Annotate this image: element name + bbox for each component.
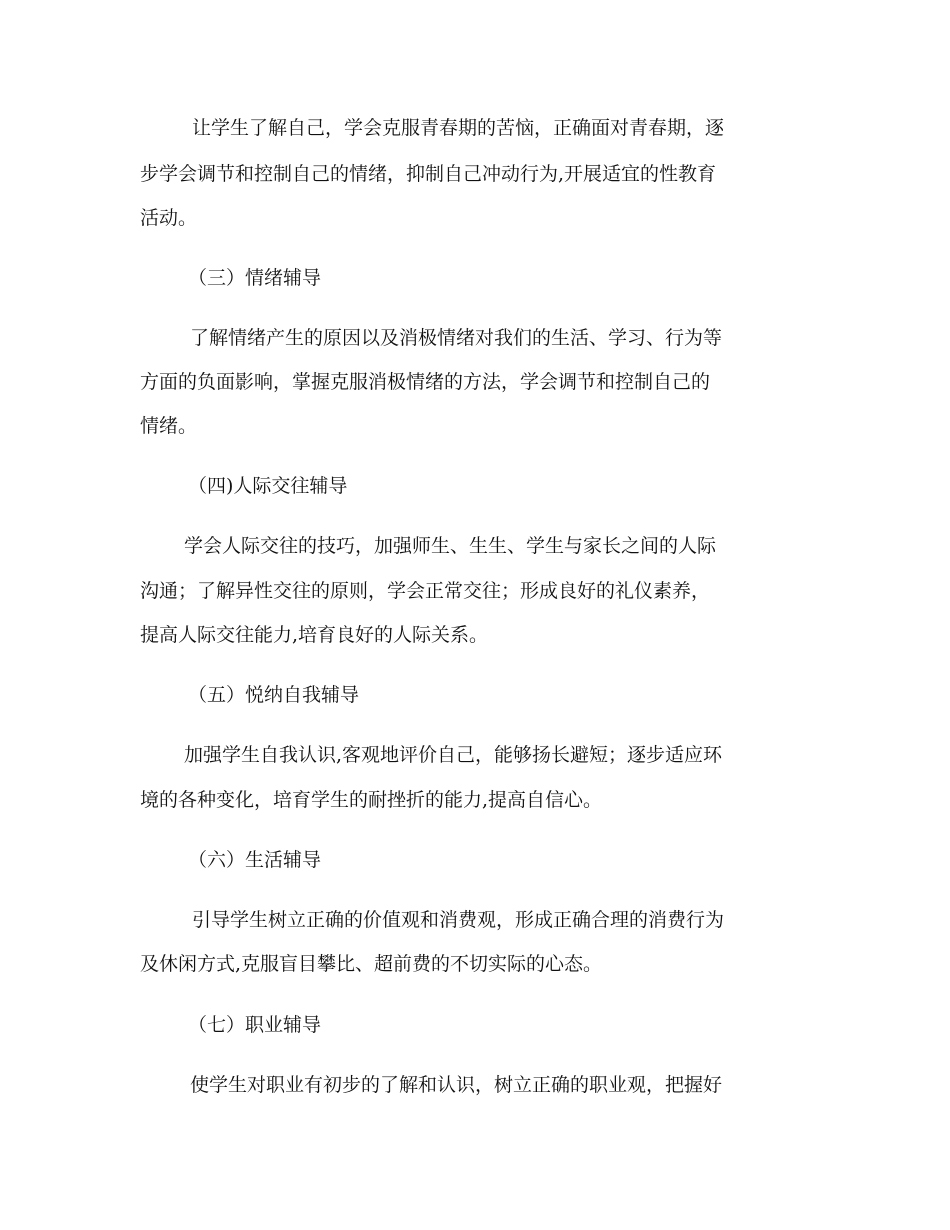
section-heading-self-acceptance: （五）悦纳自我辅导 — [188, 684, 360, 706]
paragraph-line: 了解情绪产生的原因以及消极情绪对我们的生活、学习、行为等 — [190, 327, 723, 349]
paragraph-line: 使学生对职业有初步的了解和认识，树立正确的职业观，把握好 — [190, 1074, 723, 1096]
paragraph-line: 学会人际交往的技巧，加强师生、生生、学生与家长之间的人际 — [184, 535, 717, 557]
paragraph-line: 沟通；了解异性交往的原则，学会正常交往；形成良好的礼仪素养， — [140, 580, 711, 602]
paragraph-line: 及休闲方式,克服盲目攀比、超前费的不切实际的心态。 — [140, 953, 603, 975]
paragraph-line: 步学会调节和控制自己的情绪，抑制自己冲动行为,开展适宜的性教育 — [140, 163, 717, 185]
paragraph-line: 提高人际交往能力,培育良好的人际关系。 — [140, 624, 489, 646]
section-heading-emotion: （三）情绪辅导 — [188, 267, 322, 289]
section-heading-life: （六）生活辅导 — [188, 849, 322, 871]
paragraph-line: 情绪。 — [140, 415, 198, 437]
paragraph-line: 境的各种变化，培育学生的耐挫折的能力,提高自信心。 — [140, 789, 603, 811]
section-heading-interpersonal: （四)人际交往辅导 — [188, 475, 348, 497]
paragraph-line: 方面的负面影响，掌握克服消极情绪的方法，学会调节和控制自己的 — [140, 371, 711, 393]
paragraph-line: 让学生了解自己，学会克服青春期的苦恼，正确面对青春期，逐 — [192, 117, 725, 139]
paragraph-line: 引导学生树立正确的价值观和消费观，形成正确合理的消费行为 — [192, 909, 725, 931]
paragraph-line: 活动。 — [140, 207, 198, 229]
section-heading-career: （七）职业辅导 — [188, 1014, 322, 1036]
paragraph-line: 加强学生自我认识,客观地评价自己，能够扬长避短；逐步适应环 — [184, 744, 723, 766]
